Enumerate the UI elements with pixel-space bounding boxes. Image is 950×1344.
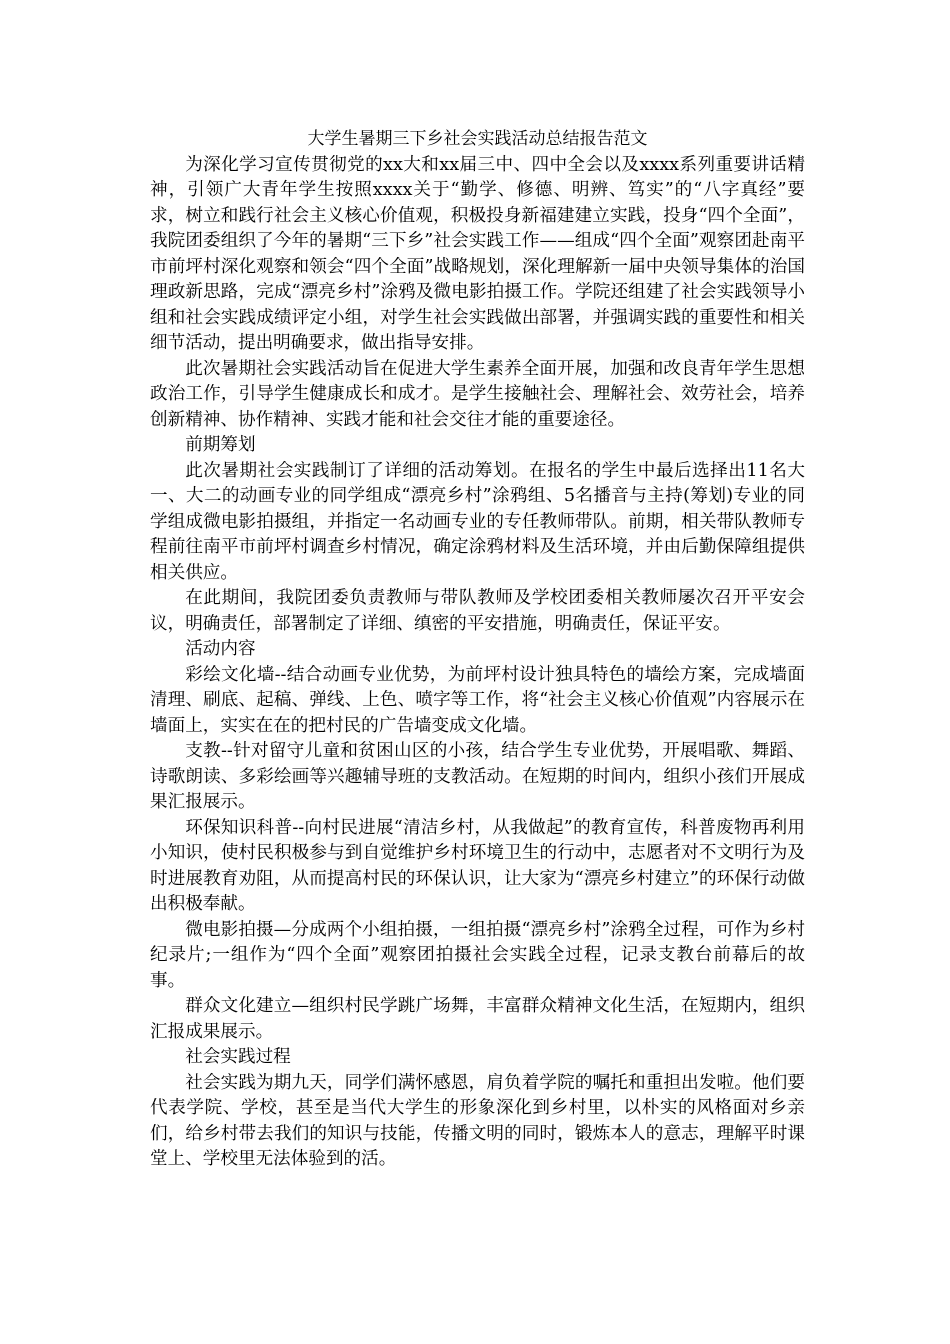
paragraph-safety: 在此期间，我院团委负责教师与带队教师及学校团委相关教师屡次召开平安会议，明确责任，部署制定了详细、缜密的平安措施，明确责任，保证平安。 bbox=[150, 588, 805, 634]
paragraph-environment: 环保知识科普--向村民进展“清洁乡村，从我做起”的教育宣传，科普废物再利用小知识，使村民积极参与到自觉维护乡村环境卫生的行动中，志愿者对不文明行为及时进展教育劝阻，从而提高村民的环保认识，让大家为“漂亮乡村建立”的环保行动做出积极奉献。 bbox=[150, 817, 805, 914]
paragraph-planning: 此次暑期社会实践制订了详细的活动筹划。在报名的学生中最后选择出11名大一、大二的动画专业的同学组成“漂亮乡村”涂鸦组、5名播音与主持(筹划)专业的同学组成微电影拍摄组，并指定一名动画专业的专任教师带队。前期，相关带队教师专程前往南平市前坪村调查乡村情况，确定涂鸦材料及生活环境，并由后勤保障组提供相关供应。 bbox=[150, 460, 805, 583]
paragraph-intro: 为深化学习宣传贯彻党的xx大和xx届三中、四中全会以及xxxx系列重要讲话精神，引领广大青年学生按照xxxx关于“勤学、修德、明辨、笃实”的“八字真经”要求，树立和践行社会主义核心价值观，积极投身新福建建立实践，投身“四个全面”，我院团委组织了今年的暑期“三下乡”社会实践工作——组成“四个全面”观察团赴南平市前坪村深化观察和领会“四个全面”战略规划，深化理解新一届中央领导集体的治国理政新思路，完成“漂亮乡村”涂鸦及微电影拍摄工作。学院还组建了社会实践领导小组和社会实践成绩评定小组，对学生社会实践做出部署，并强调实践的重要性和相关细节活动，提出明确要求，做出指导安排。 bbox=[150, 154, 805, 353]
paragraph-micro-film: 微电影拍摄—分成两个小组拍摄，一组拍摄“漂亮乡村”涂鸦全过程，可作为乡村纪录片;一组作为“四个全面”观察团拍摄社会实践全过程，记录支教台前幕后的故事。 bbox=[150, 919, 805, 991]
paragraph-teaching: 支教--针对留守儿童和贫困山区的小孩，结合学生专业优势，开展唱歌、舞蹈、诗歌朗读、多彩绘画等兴趣辅导班的支教活动。在短期的时间内，组织小孩们开展成果汇报展示。 bbox=[150, 741, 805, 812]
paragraph-culture-wall: 彩绘文化墙--结合动画专业优势，为前坪村设计独具特色的墙绘方案，完成墙面清理、刷底、起稿、弹线、上色、喷字等工作，将“社会主义核心价值观”内容展示在墙面上，实实在在的把村民的广告墙变成文化墙。 bbox=[150, 664, 805, 736]
paragraph-process: 社会实践为期九天，同学们满怀感恩，肩负着学院的嘱托和重担出发啦。他们要代表学院、学校，甚至是当代大学生的形象深化到乡村里，以朴实的风格面对乡亲们，给乡村带去我们的知识与技能，传播文明的同时，锻炼本人的意志，理解平时课堂上、学校里无法体验到的活。 bbox=[150, 1072, 805, 1169]
paragraph-purpose: 此次暑期社会实践活动旨在促进大学生素养全面开展，加强和改良青年学生思想政治工作，引导学生健康成长和成才。是学生接触社会、理解社会、效劳社会，培养创新精神、协作精神、实践才能和社会交往才能的重要途径。 bbox=[150, 358, 805, 430]
document-body bbox=[150, 153, 805, 1173]
section-heading-planning: 前期筹划 bbox=[185, 435, 256, 455]
document-title: 大学生暑期三下乡社会实践活动总结报告范文 bbox=[307, 129, 648, 149]
section-heading-content: 活动内容 bbox=[185, 639, 256, 659]
paragraph-mass-culture: 群众文化建立—组织村民学跳广场舞，丰富群众精神文化生活，在短期内，组织汇报成果展示。 bbox=[150, 996, 805, 1042]
section-heading-process: 社会实践过程 bbox=[185, 1047, 291, 1067]
document-page bbox=[150, 127, 805, 1173]
